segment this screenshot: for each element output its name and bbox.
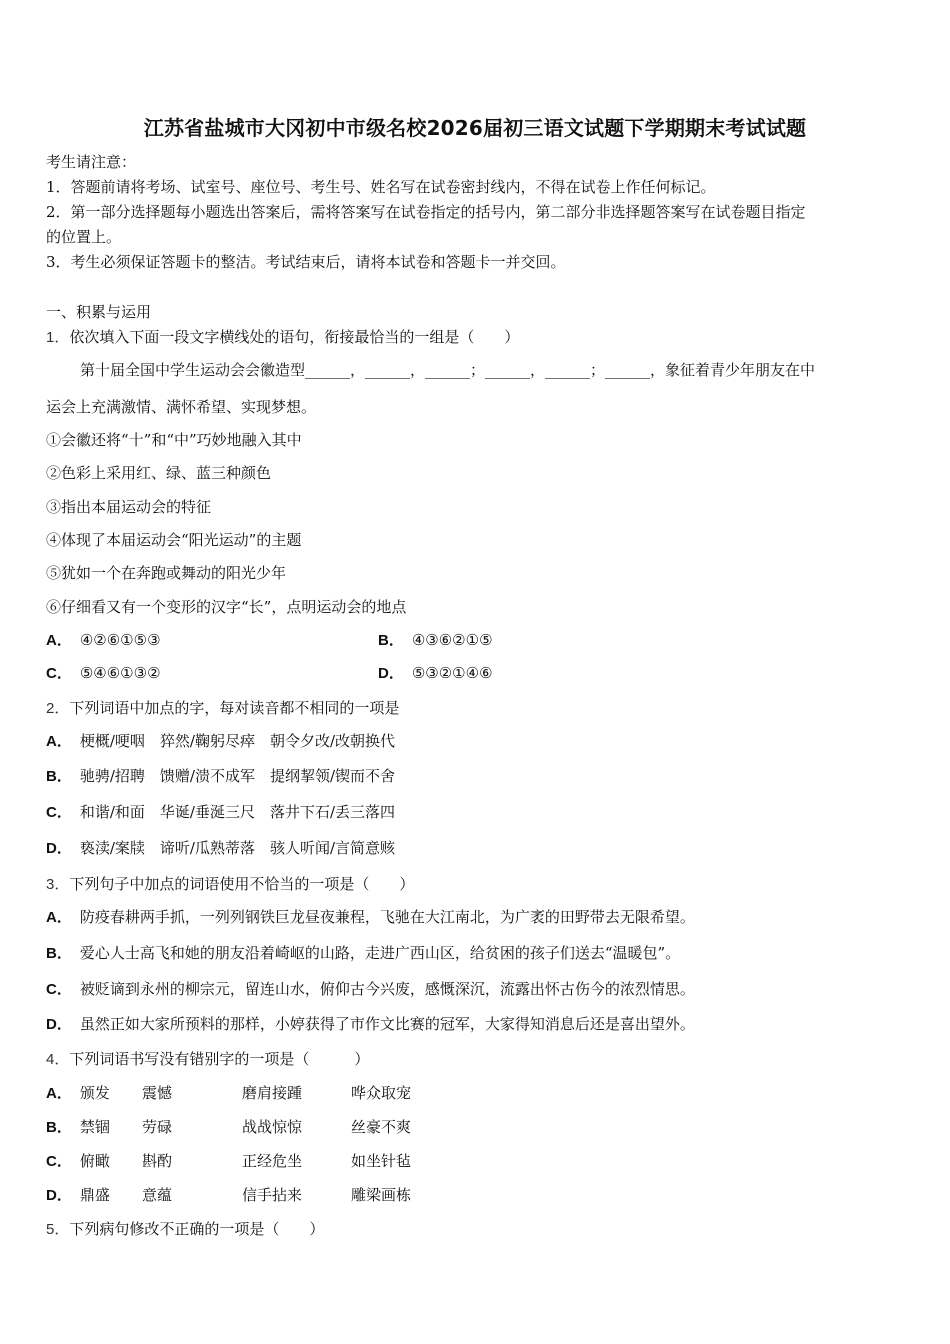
option-text: 亵渎/案牍 谛听/瓜熟蒂落 骇人听闻/言简意赅 [79, 839, 396, 857]
q2-option-a[interactable] [46, 731, 395, 752]
option-key: A． [46, 909, 72, 926]
q1-passage-line-2: 运会上充满激情、满怀希望、实现梦想。 [46, 398, 317, 416]
notice-item-1: 1．答题前请将考场、试室号、座位号、考生号、姓名写在试卷密封线内，不得在试卷上作任何标记。 [46, 178, 716, 196]
q3-option-b[interactable] [46, 943, 680, 964]
option-word-1: 颁发 [79, 1084, 110, 1102]
q1-item-3: ③指出本届运动会的特征 [46, 498, 212, 516]
q1-option-d[interactable] [378, 663, 493, 684]
option-key: B． [378, 632, 404, 649]
q4-c-word-2: 斟酌 [142, 1152, 173, 1170]
question-stem: 依次填入下面一段文字横线处的语句，衔接最恰当的一组是（ ） [69, 328, 520, 346]
option-text: 防疫春耕两手抓，一列列钢铁巨龙昼夜兼程，飞驰在大江南北，为广袤的田野带去无限希望。 [79, 908, 695, 926]
q1-item-1: ①会徽还将“十”和“中”巧妙地融入其中 [46, 431, 302, 449]
question-stem: 下列词语中加点的字，每对读音都不相同的一项是 [69, 699, 400, 717]
q1-passage-line-1: 第十届全国中学生运动会会徽造型______，______，______；______，______；______，象征着青少年朋友在中 [80, 361, 816, 379]
option-text: 被贬谪到永州的柳宗元，留连山水，俯仰古今兴废，感慨深沉，流露出怀古伤今的浓烈情思。 [79, 980, 695, 998]
option-text: 驰骋/招聘 馈赠/溃不成军 提纲挈领/锲而不舍 [79, 767, 396, 785]
question-1 [46, 327, 519, 348]
q3-option-c[interactable] [46, 979, 695, 1000]
q2-option-c[interactable] [46, 802, 395, 823]
notice-item-2-cont: 的位置上。 [46, 228, 122, 246]
question-number: 5． [46, 1221, 70, 1238]
q2-option-b[interactable] [46, 766, 395, 787]
question-stem: 下列词语书写没有错别字的一项是（ ） [69, 1050, 370, 1068]
option-key: D． [46, 1187, 72, 1204]
option-key: C． [46, 804, 72, 821]
q4-d-word-4: 雕梁画栋 [351, 1186, 412, 1204]
option-key: A． [46, 632, 72, 649]
q1-item-2: ②色彩上采用红、绿、蓝三种颜色 [46, 464, 272, 482]
question-number: 1． [46, 329, 70, 346]
q4-a-word-2: 震憾 [142, 1084, 173, 1102]
q4-a-word-4: 哗众取宠 [351, 1084, 412, 1102]
option-text: 虽然正如大家所预料的那样，小婷获得了市作文比赛的冠军，大家得知消息后还是喜出望外。 [79, 1015, 695, 1033]
page-title: 江苏省盐城市大冈初中市级名校2026届初三语文试题下学期期末考试试题 [143, 116, 807, 140]
option-key: A． [46, 733, 72, 750]
q3-option-a[interactable] [46, 907, 695, 928]
option-key: C． [46, 665, 72, 682]
q4-b-word-2: 劳碌 [142, 1118, 173, 1136]
option-key: A． [46, 1085, 72, 1102]
option-word-1: 鼎盛 [79, 1186, 110, 1204]
option-key: B． [46, 1119, 72, 1136]
option-key: D． [46, 840, 72, 857]
question-4 [46, 1049, 369, 1070]
option-text: 和谐/和面 华诞/垂涎三尺 落井下石/丢三落四 [79, 803, 396, 821]
q4-c-word-4: 如坐针毡 [351, 1152, 412, 1170]
option-key: B． [46, 768, 72, 785]
q1-item-6: ⑥仔细看又有一个变形的汉字“长”，点明运动会的地点 [46, 598, 407, 616]
question-number: 4． [46, 1051, 70, 1068]
question-number: 3． [46, 876, 70, 893]
notice-item-2: 2．第一部分选择题每小题选出答案后，需将答案写在试卷指定的括号内，第二部分非选择题答案写在试卷题目指定 [46, 203, 806, 221]
q4-d-word-2: 意蕴 [142, 1186, 173, 1204]
question-stem: 下列句子中加点的词语使用不恰当的一项是（ ） [69, 875, 415, 893]
option-text: ⑤④⑥①③② [79, 664, 161, 682]
option-word-1: 俯瞰 [79, 1152, 110, 1170]
q4-c-word-3: 正经危坐 [242, 1152, 303, 1170]
q1-item-4: ④体现了本届运动会“阳光运动”的主题 [46, 531, 302, 549]
option-text: 爱心人士高飞和她的朋友沿着崎岖的山路，走进广西山区，给贫困的孩子们送去“温暖包”。 [79, 944, 681, 962]
q4-option-a[interactable] [46, 1083, 110, 1104]
q4-b-word-4: 丝豪不爽 [351, 1118, 412, 1136]
q1-option-c[interactable] [46, 663, 161, 684]
question-stem: 下列病句修改不正确的一项是（ ） [69, 1220, 325, 1238]
q1-option-a[interactable] [46, 630, 161, 651]
option-text: ④②⑥①⑤③ [79, 631, 161, 649]
question-3 [46, 874, 414, 895]
q4-b-word-3: 战战惊惊 [242, 1118, 303, 1136]
q1-option-b[interactable] [378, 630, 493, 651]
q4-a-word-3: 磨肩接踵 [242, 1084, 303, 1102]
option-text: ⑤③②①④⑥ [411, 664, 493, 682]
notice-item-3: 3．考生必须保证答题卡的整洁。考试结束后，请将本试卷和答题卡一并交回。 [46, 253, 566, 271]
q4-option-d[interactable] [46, 1185, 110, 1206]
q4-option-b[interactable] [46, 1117, 110, 1138]
option-key: D． [378, 665, 404, 682]
option-word-1: 禁锢 [79, 1118, 110, 1136]
option-key: C． [46, 981, 72, 998]
q1-item-5: ⑤犹如一个在奔跑或舞动的阳光少年 [46, 564, 287, 582]
q2-option-d[interactable] [46, 838, 395, 859]
question-number: 2． [46, 700, 70, 717]
q4-d-word-3: 信手拈来 [242, 1186, 303, 1204]
section-heading: 一、积累与运用 [46, 303, 152, 321]
option-text: ④③⑥②①⑤ [411, 631, 493, 649]
notice-heading: 考生请注意： [46, 153, 137, 171]
option-key: C． [46, 1153, 72, 1170]
question-2 [46, 698, 399, 719]
option-key: B． [46, 945, 72, 962]
option-key: D． [46, 1016, 72, 1033]
q4-option-c[interactable] [46, 1151, 110, 1172]
question-5 [46, 1219, 324, 1240]
q3-option-d[interactable] [46, 1014, 695, 1035]
option-text: 梗概/哽咽 猝然/鞠躬尽瘁 朝令夕改/改朝换代 [79, 732, 396, 750]
